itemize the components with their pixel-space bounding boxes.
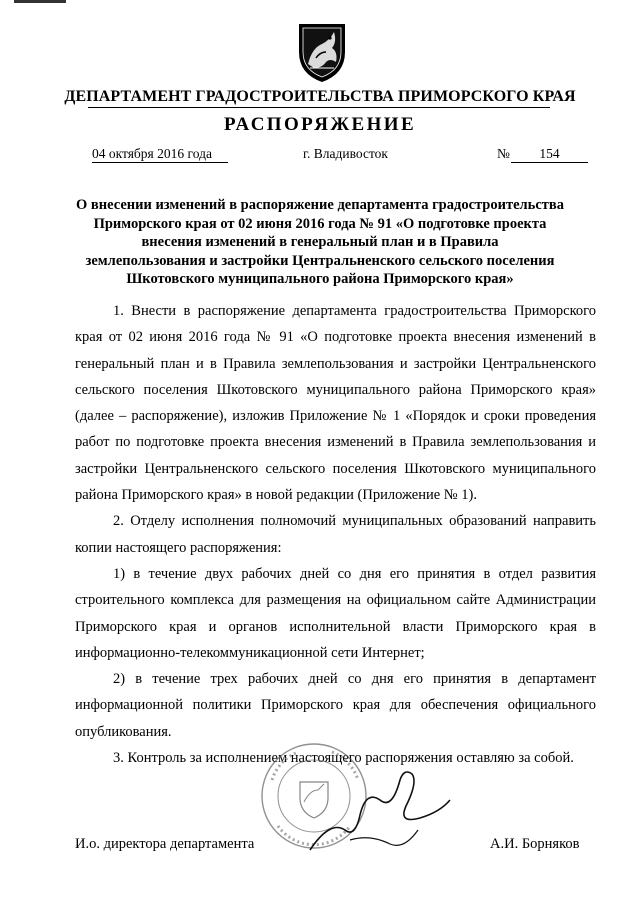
- paragraph-2: 2. Отделу исполнения полномочий муниципальных образований направить копии настоящего распоряжения:: [75, 513, 596, 556]
- document-title: [70, 196, 570, 289]
- title-line: Приморского края от 02 июня 2016 года № 91 «О подготовке проекта: [93, 215, 547, 232]
- signatory-position: И.о. директора департамента: [75, 836, 255, 852]
- title-line: внесения изменений в генеральный план и в Правила: [141, 234, 499, 251]
- title-line: О внесении изменений в распоряжение департамента градостроительства: [76, 197, 564, 213]
- document-number: 154: [511, 146, 588, 163]
- document-city: г. Владивосток: [303, 146, 388, 161]
- title-line: Шкотовского муниципального района Приморского края»: [126, 271, 514, 288]
- scan-artifact: [14, 0, 66, 3]
- paragraph-2-item-2: 2) в течение трех рабочих дней со дня его принятия в департамент информационной политики Приморского края для обеспечения официального опубликования.: [75, 671, 596, 740]
- signatory-name: А.И. Борняков: [490, 836, 580, 852]
- title-line: землепользования и застройки Центральненского сельского поселения: [85, 252, 555, 269]
- handwritten-signature-icon: [300, 760, 460, 860]
- paragraph-2-item-1: 1) в течение двух рабочих дней со дня его принятия в отдел развития строительного комплекса для размещения на официальном сайте Администрации Приморского края и органов исполнительной власти Приморского края в информационно-телекоммуникационной сети Интернет;: [75, 565, 596, 661]
- paragraph-1: 1. Внести в распоряжение департамента градостроительства Приморского края от 02 июня 2016 года № 91 «О подготовке проекта внесения изменений в генеральный план и в Правила землепользования и застройки Центральненского сельского поселения Шкотовского муниципального района Приморского края» (далее – распоряжение), изложив Приложение № 1 «Порядок и сроки проведения работ по подготовке проекта внесения изменений в Правила землепользования и застройки Центральненского сельского поселения Шкотовского муниципального района Приморского края» в новой редакции (Приложение № 1).: [75, 303, 596, 504]
- department-name: ДЕПАРТАМЕНТ ГРАДОСТРОИТЕЛЬСТВА ПРИМОРСКОГО КРАЯ: [64, 88, 576, 105]
- header-rule: [88, 107, 550, 108]
- document-body: [75, 298, 596, 771]
- document-number-label: №: [497, 146, 510, 161]
- coat-of-arms-icon: [296, 18, 348, 84]
- paragraph-3: 3. Контроль за исполнением настоящего распоряжения оставляю за собой.: [113, 750, 574, 767]
- document-date: 04 октября 2016 года: [92, 146, 228, 163]
- document-type: РАСПОРЯЖЕНИЕ: [223, 114, 417, 135]
